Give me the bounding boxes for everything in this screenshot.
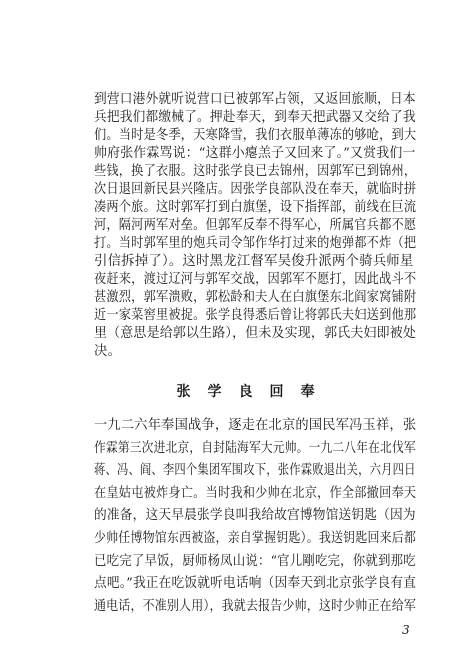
text-line: 兵把我们都缴械了。押赴奉天，到奉天把武器又交给了我 <box>94 110 416 125</box>
text-line: 一九二六年奉国战争，逐走在北京的国民军冯玉祥，张 <box>94 418 417 433</box>
text-line: 里（意思是给郭以生路），但未及实现，郭氏夫妇即被处 <box>94 326 417 341</box>
text-line: 的准备，这天早晨张学良叫我给故宫博物馆送钥匙（因为 <box>94 508 416 524</box>
text-line: 凑两个旅。这时郭军打到白旗堡，设下指挥部，前线在巨流 <box>94 200 417 215</box>
text-line: 决。 <box>94 344 122 359</box>
text-line: 到营口港外就听说营口已被郭军占领，又返回旅顺，日本 <box>94 92 416 107</box>
page-number: 3 <box>402 623 410 637</box>
text-line: 在皇姑屯被炸身亡。当时我和少帅在北京，作全部撤回奉天 <box>94 485 417 501</box>
text-line: 少帅任博物馆东西被盗，亲自掌握钥匙）。我送钥匙回来后都 <box>94 531 417 546</box>
text-line: 次日退回新民县兴隆店。因张学良部队没在奉天，就临时拼 <box>94 182 417 197</box>
text-line: 点吧。”我正在吃饭就听电话响（因奉天到北京张学良有直 <box>94 576 417 592</box>
text-line: 夜赶来，渡过辽河与郭军交战，因郭军不愿打，因此战斗不 <box>94 272 417 287</box>
text-line: 作霖第三次进北京，自封陆海军大元帅。一九二八年在北伐军 <box>94 440 416 456</box>
text-line: 甚激烈，郭军溃败，郭松龄和夫人在白旗堡东北阎家窝铺附 <box>94 290 417 305</box>
text-line: 们。当时是冬季，天寒降雪，我们衣服单薄冻的够呛，到大 <box>94 128 417 143</box>
text-line: 帅府张作霖骂说：“这群小瘪羔子又回来了。”又赏我们一 <box>94 146 416 161</box>
text-line: 已吃完了早饭，厨师杨凤山说：“官儿剛吃完，你就到那吃 <box>94 553 416 569</box>
text-line: 打。当时郭军里的炮兵司令邹作华打过来的炮弹都不炸（把 <box>94 236 417 251</box>
section-heading: 张学良回奉 <box>176 384 332 400</box>
text-line: 河，隔河两军对垒。但郭军反奉不得军心，所属官兵都不愿 <box>94 218 417 233</box>
text-line: 些钱，换了衣服。这时张学良已去锦州，因郭军已到锦州， <box>94 164 417 179</box>
text-line: 蒋、冯、阎、李四个集团军围攻下，张作霖败退出关，六月四日 <box>94 463 416 479</box>
text-line: 通电话，不准别人用），我就去报告少帅，这时少帅正在给军 <box>94 598 417 614</box>
text-line: 引信拆掉了）。这时黑龙江督军吴俊升派两个骑兵师星 <box>94 254 414 269</box>
text-line: 近一家菜窖里被捉。张学良得悉后曾让将郭氏夫妇送到他那 <box>94 308 417 323</box>
